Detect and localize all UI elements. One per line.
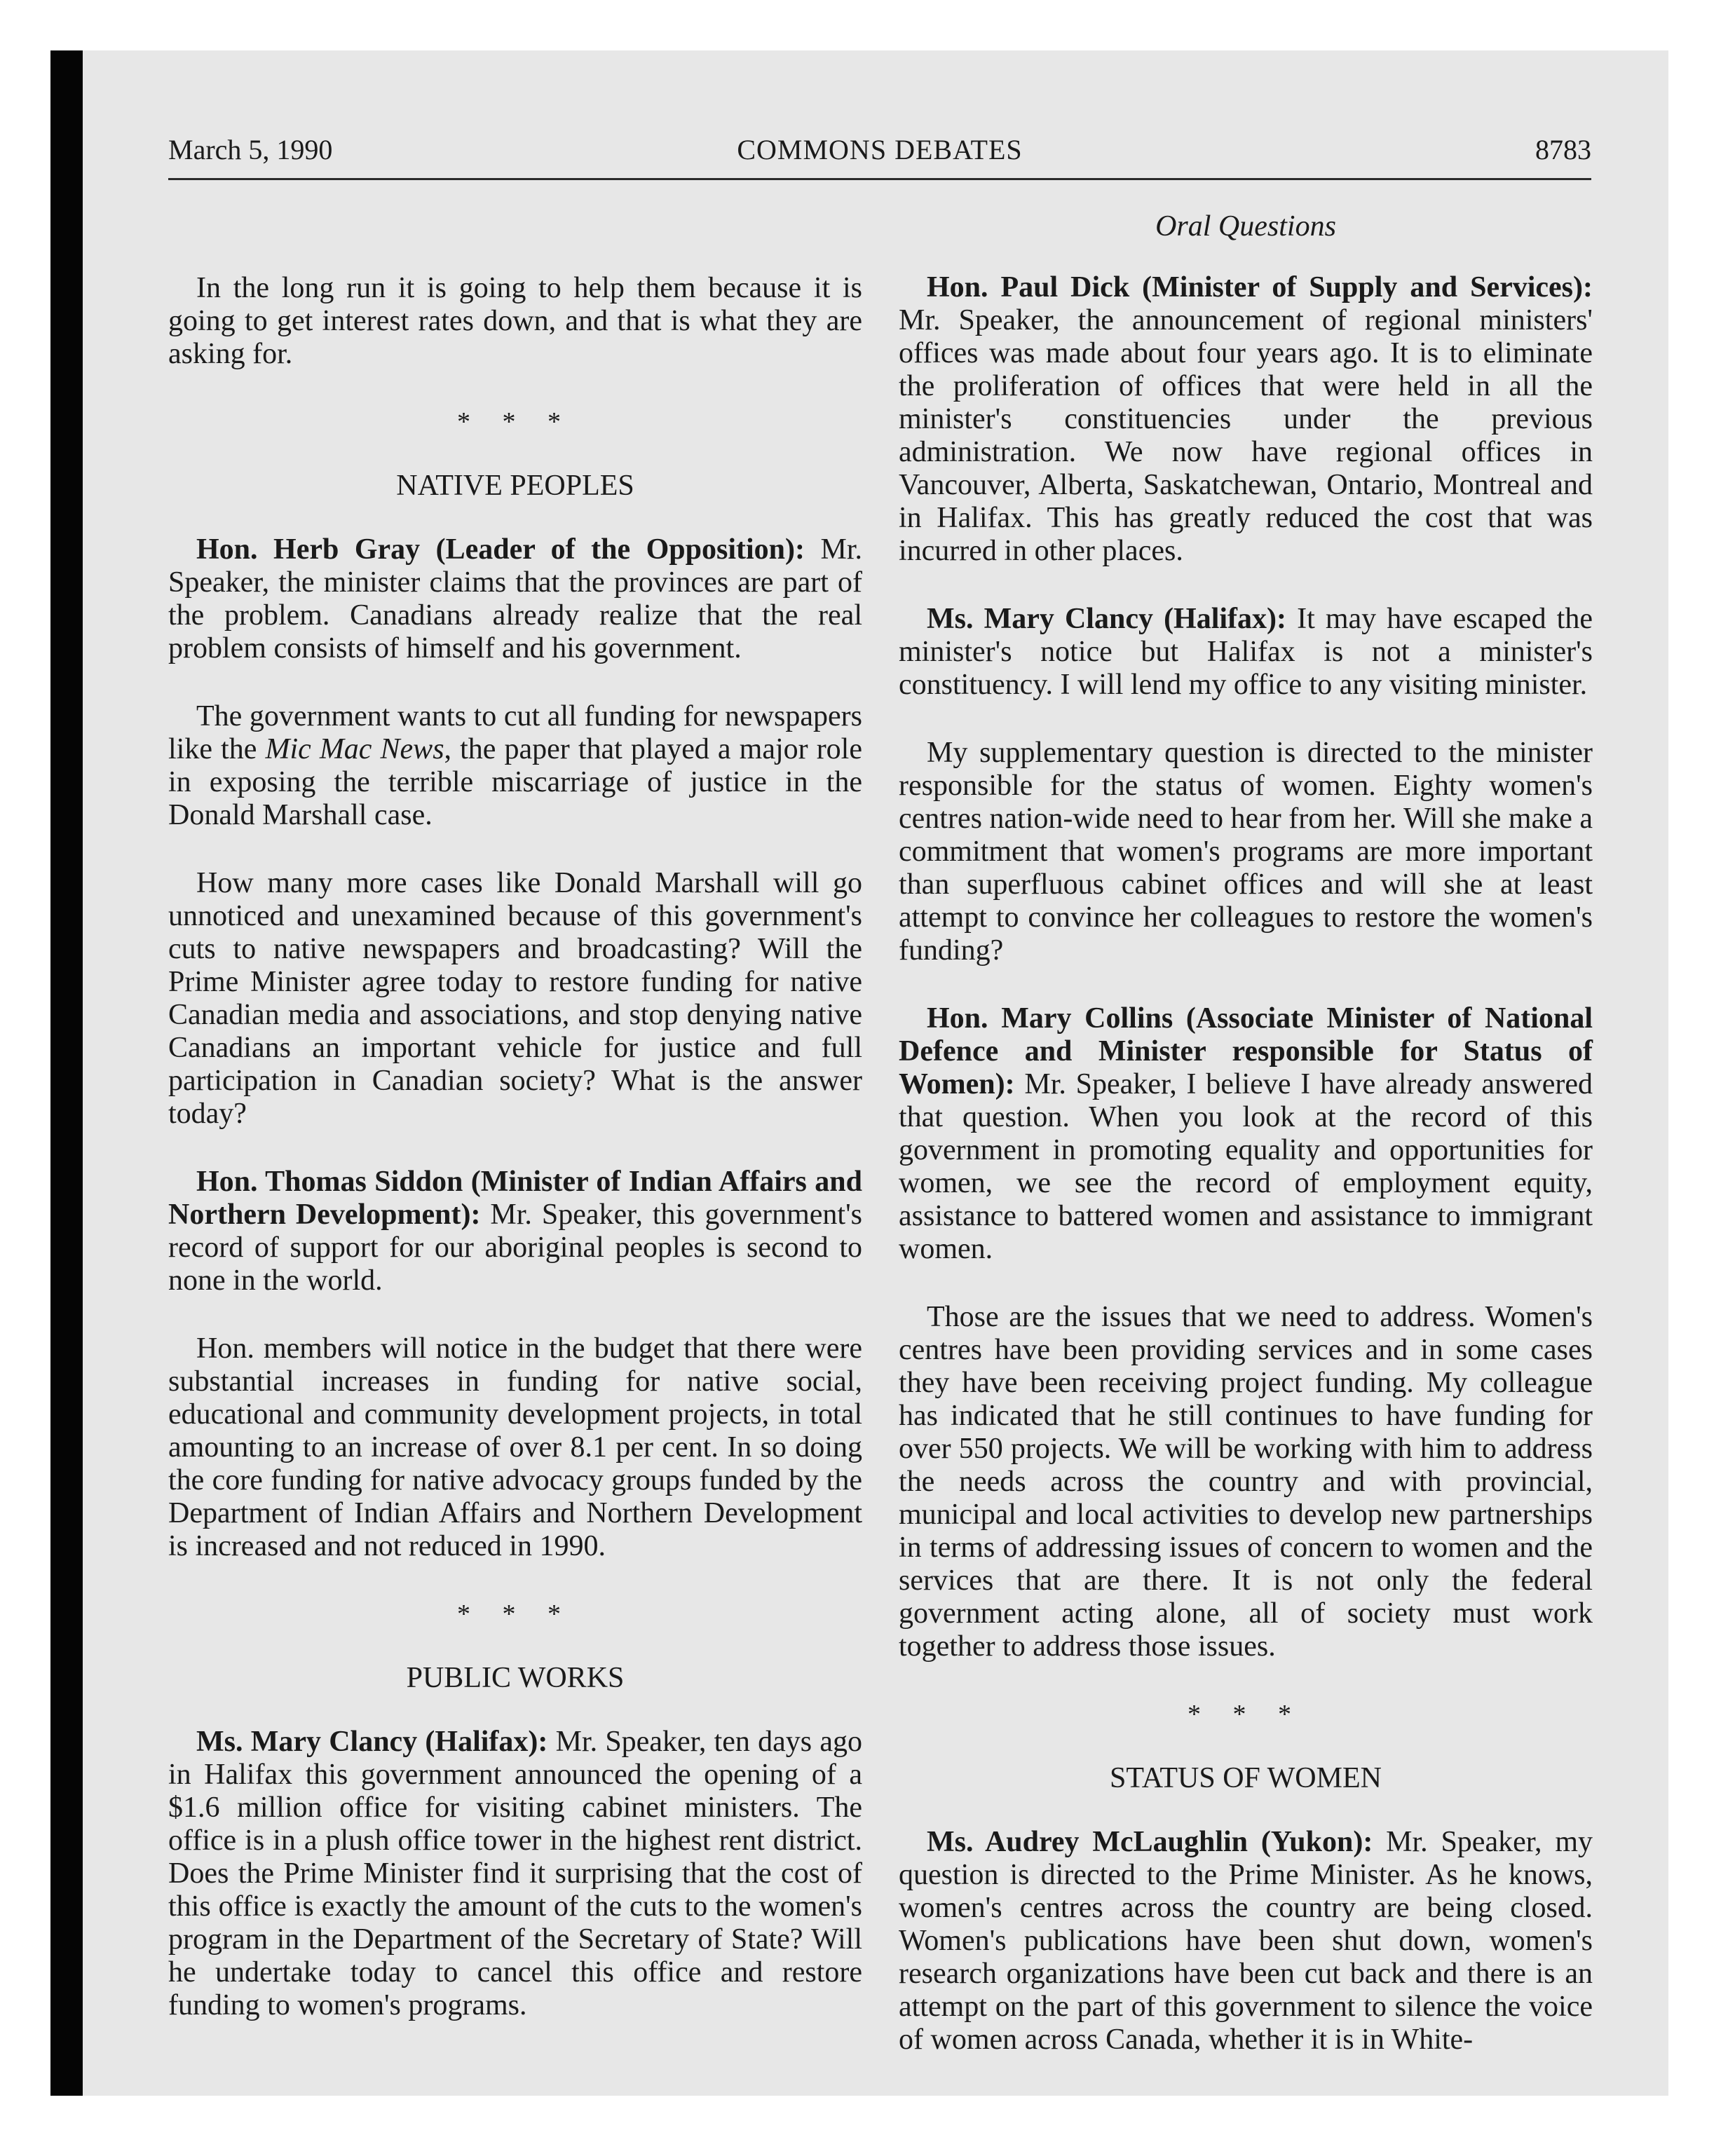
speech-paragraph bbox=[168, 1166, 862, 1297]
speech-paragraph bbox=[899, 1826, 1593, 2056]
publication-title: Mic Mac News bbox=[265, 733, 444, 765]
speech-paragraph bbox=[899, 603, 1593, 702]
paragraph: My supplementary question is directed to the minister responsible for the status of women. Eighty women's centres nation-wide need to hear from her. Will she make a commitment that women's programs are more important than superfluous cabinet offices and will she at least attempt to convince her colleagues to restore the women's funding? bbox=[899, 737, 1593, 967]
section-heading-status-of-women: STATUS OF WOMEN bbox=[1110, 1762, 1382, 1794]
section-separator: * * * bbox=[1188, 1700, 1304, 1729]
speech-text: Mr. Speaker, the minister claims that the provinces are part of the problem. Canadians already realize that the real problem consists of himself and his government. bbox=[168, 533, 863, 664]
section-heading-public-works: PUBLIC WORKS bbox=[406, 1662, 625, 1694]
section-heading-native-peoples: NATIVE PEOPLES bbox=[396, 470, 634, 502]
binding-edge bbox=[50, 50, 83, 2096]
speech-paragraph bbox=[168, 533, 862, 665]
paragraph: How many more cases like Donald Marshall will go unnoticed and unexamined because of this government's cuts to native newspapers and broadcasting? Will the Prime Minister agree today to restore funding for native Canadian media and associations, and stop denying native Canadians an important vehicle for justice and full participation in Canadian society? What is the answer today? bbox=[168, 867, 862, 1130]
speech-text: Mr. Speaker, the announcement of regional ministers' offices was made about four years ago. It is to eliminate the proliferation of offices that were held in all the minister's constituencies under the previous administration. We now have regional offices in Vancouver, Alberta, Saskatchewan, Ontario, Montreal and in Halifax. This has greatly reduced the cost that was incurred in other places. bbox=[899, 304, 1593, 567]
text-run: The government wants to cut all funding for newspapers like the bbox=[168, 700, 862, 765]
header-rule bbox=[168, 178, 1591, 180]
left-column bbox=[168, 210, 862, 2057]
header-date: March 5, 1990 bbox=[168, 134, 333, 165]
section-separator: * * * bbox=[457, 407, 573, 437]
text-run: , the paper that played a major role in exposing the terrible miscarriage of justice in the Donald Marshall case. bbox=[168, 733, 862, 831]
right-column bbox=[899, 210, 1593, 2092]
speech-text: It may have escaped the minister's notice but Halifax is not a minister's constituency. I will lend my office to any visiting minister. bbox=[899, 603, 1593, 701]
speaker-name: Hon. Mary Collins (Associate Minister of National Defence and Minister responsible for Status of Women): bbox=[899, 1002, 1593, 1100]
speech-paragraph bbox=[899, 1002, 1593, 1266]
paragraph: Hon. members will notice in the budget that there were substantial increases in funding for native social, educational and community development projects, in total amounting to an increase of over 8.1 per cent. In so doing the core funding for native advocacy groups funded by the Department of Indian Affairs and Northern Development is increased and not reduced in 1990. bbox=[168, 1332, 862, 1562]
section-separator: * * * bbox=[457, 1599, 573, 1629]
page-number: 8783 bbox=[1535, 134, 1591, 165]
speaker-name: Hon. Thomas Siddon (Minister of Indian Affairs and Northern Development): bbox=[168, 1166, 862, 1231]
speech-text: Mr. Speaker, ten days ago in Halifax this government announced the opening of a $1.6 million office for visiting cabinet ministers. The office is in a plush office tower in the highest rent district. Does the Prime Minister find it surprising that the cost of this office is exactly the amount of the cuts to the women's program in the Department of the Secretary of State? Will he undertake today to cancel this office and restore funding to women's programs. bbox=[168, 1726, 862, 2021]
speaker-name: Hon. Paul Dick (Minister of Supply and Services): bbox=[927, 271, 1593, 303]
speaker-name: Ms. Mary Clancy (Halifax): bbox=[927, 603, 1287, 635]
speaker-name: Ms. Mary Clancy (Halifax): bbox=[196, 1726, 548, 1758]
paragraph bbox=[168, 700, 862, 832]
speech-paragraph bbox=[899, 271, 1593, 568]
section-label-oral-questions: Oral Questions bbox=[1155, 210, 1336, 243]
paragraph: Those are the issues that we need to address. Women's centres have been providing services and in some cases they have been receiving project funding. My colleague has indicated that he still continues to have funding for over 550 projects. We will be working with him to address the needs across the country and with provincial, municipal and local activities to develop new partnerships in terms of addressing issues of concern to women and the services that are there. It is not only the federal government acting alone, all of society must work together to address those issues. bbox=[899, 1301, 1593, 1663]
speech-paragraph bbox=[168, 1726, 862, 2022]
speech-text: Mr. Speaker, my question is directed to the Prime Minister. As he knows, women's centres across the country are being closed. Women's publications have been shut down, women's research organizations have been cut back and there is an attempt on the part of this government to silence the voice of women across Canada, whether it is in White- bbox=[899, 1826, 1593, 2056]
running-header bbox=[168, 133, 1591, 175]
speaker-name: Ms. Audrey McLaughlin (Yukon): bbox=[927, 1826, 1373, 1858]
paragraph: In the long run it is going to help them because it is going to get interest rates down, and that is what they are asking for. bbox=[168, 272, 862, 370]
speech-text: Mr. Speaker, this government's record of support for our aboriginal peoples is second to none in the world. bbox=[168, 1199, 863, 1297]
header-title: COMMONS DEBATES bbox=[737, 134, 1023, 165]
speech-text: Mr. Speaker, I believe I have already answered that question. When you look at the record of this government in promoting equality and opportunities for women, we see the record of employment equity, assistance to battered women and assistance to immigrant women. bbox=[899, 1068, 1593, 1265]
speaker-name: Hon. Herb Gray (Leader of the Opposition): bbox=[196, 533, 805, 566]
